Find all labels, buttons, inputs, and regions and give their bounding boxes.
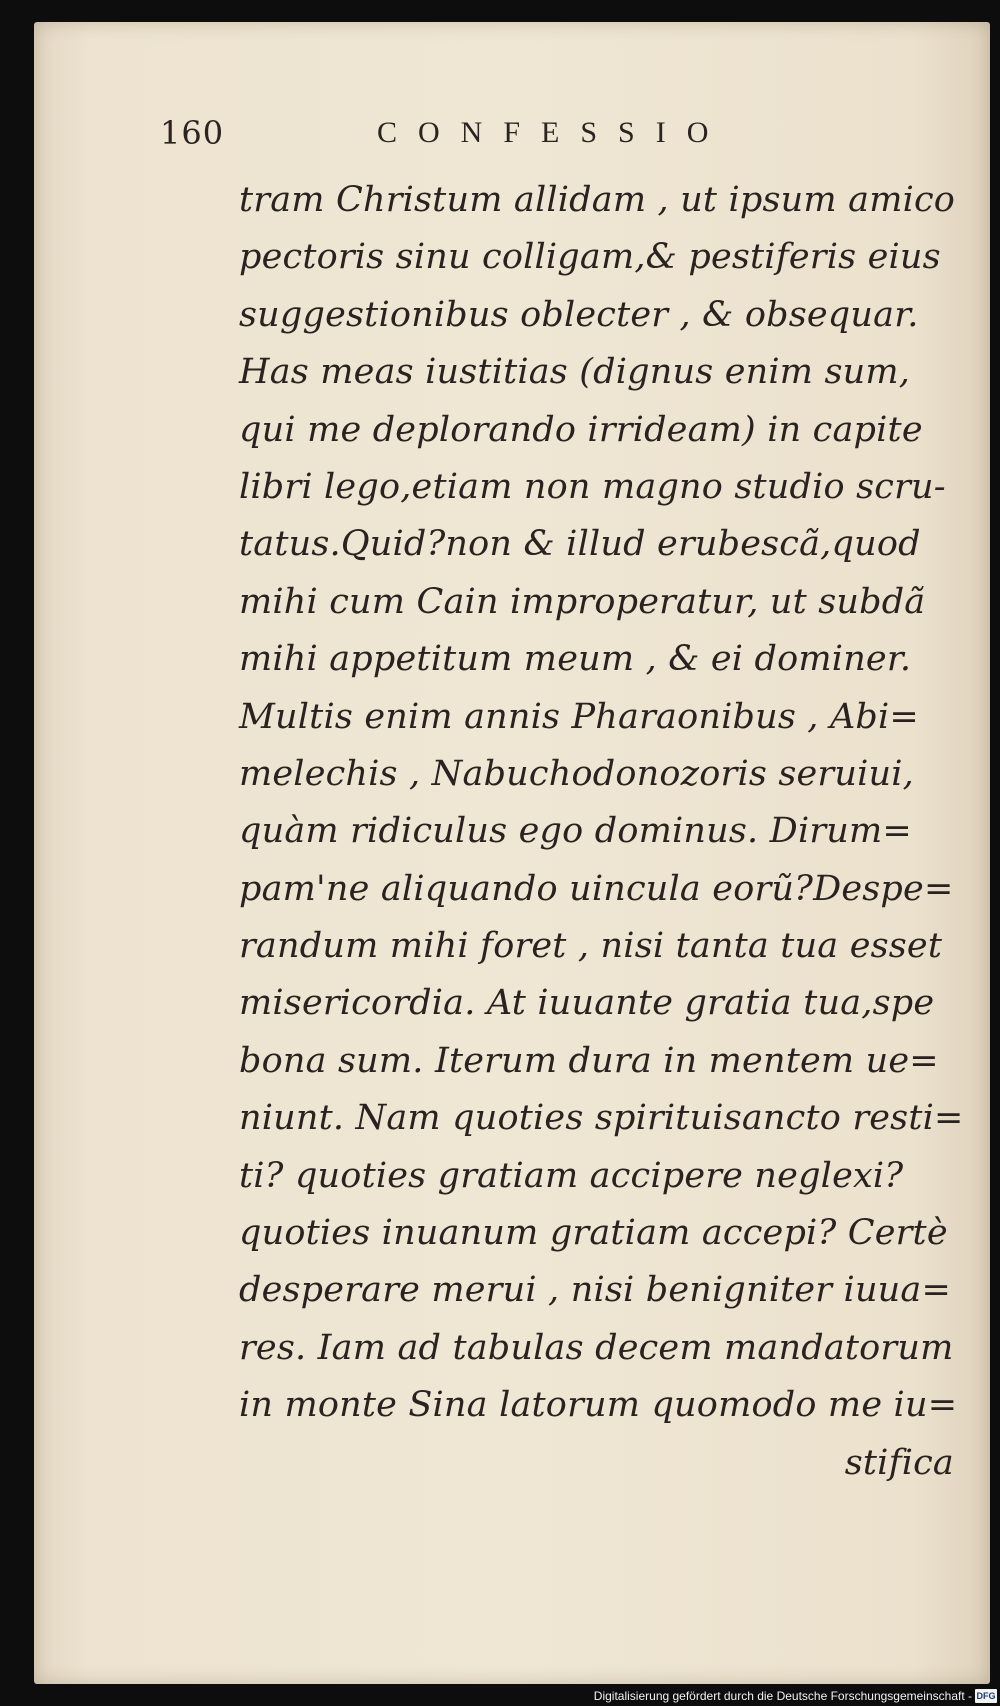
text-line: quoties inuanum gratiam accepi? Certè (239, 1213, 948, 1254)
text-line: niunt. Nam quoties spirituisancto resti= (239, 1098, 964, 1139)
text-line: in monte Sina latorum quomodo me iu= (239, 1385, 958, 1426)
text-line: qui me deplorando irrideam) in capite (239, 409, 923, 450)
funding-credit: Digitalisierung gefördert durch die Deutsche Forschungsgemeinschaft - (593, 1689, 972, 1703)
text-line: pam'ne aliquando uincula eorũ?Despe= (239, 868, 954, 909)
book-page (34, 22, 990, 1684)
text-line: misericordia. At iuuante gratia tua,spe (239, 983, 935, 1024)
text-line: desperare merui , nisi benigniter iuua= (239, 1270, 952, 1311)
text-line: bona sum. Iterum dura in mentem ue= (239, 1040, 939, 1081)
text-line: mihi appetitum meum , & ei dominer. (239, 639, 912, 680)
catchword: stifica (844, 1442, 954, 1483)
footer-bar (0, 1684, 1000, 1706)
body-text (239, 172, 964, 1492)
page-header (122, 114, 942, 164)
text-line: quàm ridiculus ego dominus. Dirum= (239, 811, 912, 852)
text-line: pectoris sinu colligam,& pestiferis eius (239, 237, 941, 278)
text-line: suggestionibus oblecter , & obsequar. (239, 294, 919, 335)
text-line: Multis enim annis Pharaonibus , Abi= (239, 696, 919, 737)
text-line: tram Christum allidam , ut ipsum amico (239, 180, 956, 220)
text-line: res. Iam ad tabulas decem mandatorum (239, 1327, 954, 1368)
text-line: Has meas iustitias (dignus enim sum, (239, 352, 911, 393)
text-line: mihi cum Cain improperatur, ut subdã (239, 581, 926, 622)
running-title: CONFESSIO (377, 116, 730, 149)
text-line: libri lego,etiam non magno studio scru- (239, 466, 946, 507)
dfg-logo: DFG (976, 1691, 996, 1701)
text-line: melechis , Nabuchodonozoris seruiui, (239, 753, 914, 794)
text-line: randum mihi foret , nisi tanta tua esset (239, 926, 943, 967)
page-number: 160 (160, 114, 225, 152)
text-line: ti? quoties gratiam accipere neglexi? (239, 1155, 904, 1196)
text-line: tatus.Quid?non & illud erubescã,quod (239, 524, 921, 565)
